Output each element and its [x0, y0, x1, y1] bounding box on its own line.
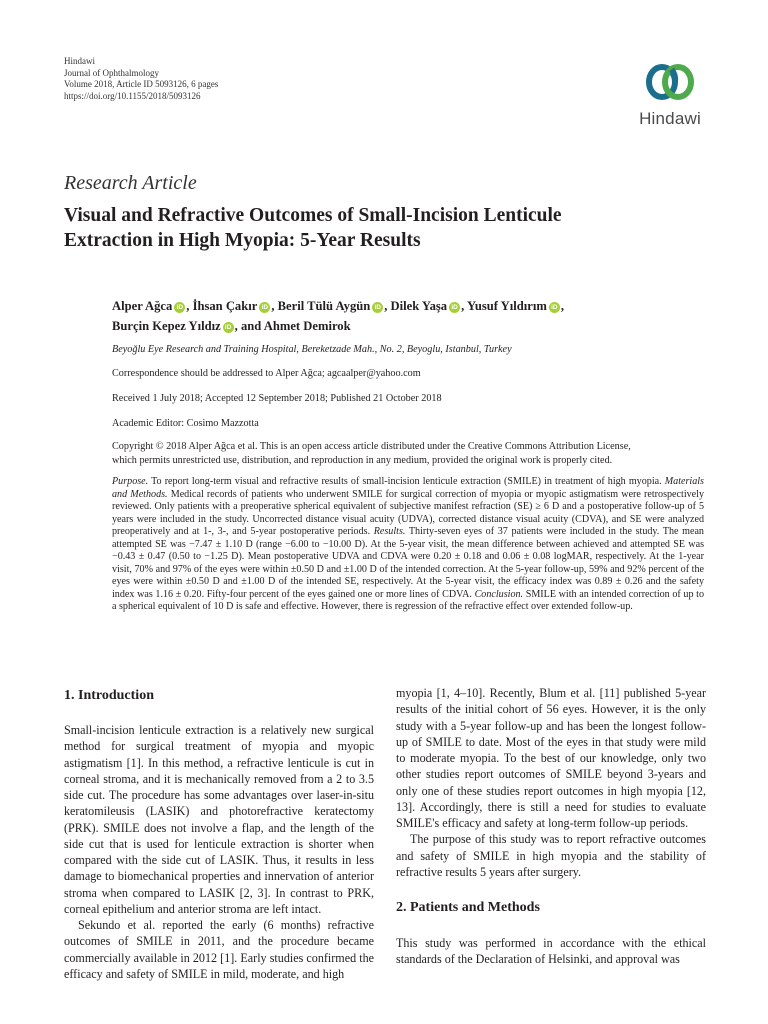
- publication-dates: Received 1 July 2018; Accepted 12 September 2018; Published 21 October 2018: [112, 393, 442, 404]
- copyright-line-2: which permits unrestricted use, distribution, and reproduction in any medium, provided the original work is properly cited.: [112, 455, 613, 466]
- author-name[interactable]: Dilek Yaşa: [390, 299, 448, 313]
- journal-name: Journal of Ophthalmology: [64, 67, 159, 78]
- orcid-icon[interactable]: iD: [223, 322, 234, 333]
- orcid-icon[interactable]: iD: [449, 302, 460, 313]
- doi-link[interactable]: https://doi.org/10.1155/2018/5093126: [64, 90, 201, 101]
- academic-editor: Academic Editor: Cosimo Mazzotta: [112, 418, 259, 429]
- logo-wordmark: Hindawi: [639, 109, 701, 128]
- abstract-methods-label: Materials and Methods.: [112, 476, 704, 500]
- right-column-bottom: [396, 935, 706, 968]
- author-name[interactable]: Alper Ağca: [112, 299, 173, 313]
- article-type: Research Article: [64, 172, 197, 194]
- title-line-1: Visual and Refractive Outcomes of Small-Incision Lenticule: [64, 205, 562, 226]
- author-name[interactable]: İhsan Çakır: [192, 299, 258, 313]
- abstract-purpose: To report long-term visual and refractive results of small-incision lenticule extraction (SMILE) in treatment of high myopia.: [148, 476, 665, 487]
- author-name[interactable]: Beril Tülü Aygün: [277, 299, 371, 313]
- hindawi-logo-icon: [644, 60, 696, 104]
- methods-paragraph-1: This study was performed in accordance with the ethical standards of the Declaration of Helsinki, and approval was: [396, 936, 706, 967]
- abstract-results: Thirty-seven eyes of 37 patients were included in the study. The mean attempted SE was −7.47 ± 1.10 D (range −6.00 to −10.00 D). At the 5-year visit, the mean difference between achieved and attempted SE was −0.43 ± 0.47 (0.50 to −1.25 D). Mean postoperative UDVA and CDVA were 0.20 ± 0.18 and 0.06 ± 0.08 logMAR, respectively. At the 1-year visit, 70% and 97% of the eyes were within ±0.50 D and ±1.00 D of the intended correction. At the 5-year follow-up, 59% and 92% percent of the eyes were within ±0.50 D and ±1.00 D of the intended SE, respectively. At the 5-year visit, the efficacy index was 0.89 ± 0.26 and the safety index was 1.16 ± 0.20. Fifty-four percent of the eyes gained one or more lines of CDVA.: [112, 526, 704, 600]
- journal-metadata: [64, 56, 218, 102]
- hindawi-logo: [632, 60, 708, 129]
- intro-paragraph-3: The purpose of this study was to report refractive outcomes and safety of SMILE in high myopia and the stability of refractive results 5 years after surgery.: [396, 832, 706, 879]
- author-name[interactable]: Burçin Kepez Yıldız: [112, 319, 221, 333]
- author-conjunction: and: [240, 319, 262, 333]
- abstract-purpose-label: Purpose.: [112, 476, 149, 487]
- copyright-line-1: Copyright © 2018 Alper Ağca et al. This is an open access article distributed under the Creative Commons Attribution License,: [112, 441, 631, 452]
- abstract-conclusion-label: Conclusion.: [474, 588, 524, 600]
- section-heading-patients-methods: 2. Patients and Methods: [396, 900, 540, 915]
- abstract-conclusion: SMILE with an intended correction of up to a spherical equivalent of 10 D is safe and effective. However, there is regression of the refractive effect over extended follow-up.: [112, 588, 705, 613]
- author-list: Alper Ağca iD , İhsan Çakır iD , Beril Tülü Aygün iD , Dilek Yaşa iD , Yusuf Yıldırım iD , Burçin Kepez Yıldız iD , and Ahmet Demirok: [112, 299, 565, 333]
- section-heading-introduction: 1. Introduction: [64, 688, 154, 703]
- intro-paragraph-1: Small-incision lenticule extraction is a relatively new surgical method for surgical treatment of myopia and myopic astigmatism [1]. In this method, a refractive lenticule is cut in corneal stroma, and it is mechanically removed from a 2 to 3.5 side cut. The procedure has some advantages over laser-in-situ keratomileusis (LASIK) and photorefractive keratectomy (PRK). SMILE does not involve a flap, and the length of the side cut that is used for lenticule extraction is shorter when compared with the side cut of LASIK. Thus, it results in less damage to biomechanical properties and innervation of anterior stroma when compared to LASIK [2, 3]. In contrast to PRK, corneal epithelium and anterior stroma are left intact.: [64, 723, 374, 916]
- publisher-name: Hindawi: [64, 56, 95, 66]
- left-column: [64, 722, 374, 982]
- orcid-icon[interactable]: iD: [174, 302, 185, 313]
- title-line-2: Extraction in High Myopia: 5-Year Results: [64, 230, 421, 251]
- author-name[interactable]: Yusuf Yıldırım: [466, 299, 547, 313]
- copyright-notice: [112, 440, 712, 468]
- abstract: [112, 476, 704, 614]
- orcid-icon[interactable]: iD: [549, 302, 560, 313]
- author-name[interactable]: Ahmet Demirok: [263, 319, 351, 333]
- abstract-results-label: Results.: [373, 526, 406, 538]
- right-column-top: [396, 685, 706, 880]
- affiliation: Beyoğlu Eye Research and Training Hospital, Bereketzade Mah., No. 2, Beyoglu, Istanbul, Turkey: [112, 344, 512, 355]
- intro-paragraph-2: Sekundo et al. reported the early (6 months) refractive outcomes of SMILE in 2011, and the procedure became commercially available in 2012 [1]. Early studies confirmed the efficacy and safety of SMILE in mild, moderate, and high: [64, 918, 374, 981]
- volume-info: Volume 2018, Article ID 5093126, 6 pages: [64, 79, 219, 89]
- correspondence: Correspondence should be addressed to Alper Ağca; agcaalper@yahoo.com: [112, 368, 421, 379]
- abstract-methods: Medical records of patients who underwent SMILE for surgical correction of myopia or myopic astigmatism were retrospectively reviewed. Only patients with a preoperative spherical equivalent of subjective manifest refraction (SE) ≥ 6 D and a postoperative follow-up of 5 years were included in the study. Uncorrected distance visual acuity (UDVA), corrected distance visual acuity (CDVA), and SE were analyzed preoperatively and at 1-, 3-, and 5-year postoperative periods.: [112, 488, 705, 538]
- orcid-icon[interactable]: iD: [259, 302, 270, 313]
- orcid-icon[interactable]: iD: [372, 302, 383, 313]
- article-title: [64, 203, 704, 253]
- intro-paragraph-2-continued: myopia [1, 4–10]. Recently, Blum et al. [11] published 5-year results of the initial cohort of 56 eyes. However, it is the only study with a 5-year follow-up and has been the longest follow-up of SMILE to date. Most of the eyes in that study were mild to moderate myopia. To the best of our knowledge, only two other studies report outcomes of SMILE beyond 3-years and only one of these studies report outcomes in high myopia [12, 13]. Accordingly, there is still a need for studies to evaluate SMILE's efficacy and safety at long-term follow-up periods.: [396, 686, 706, 830]
